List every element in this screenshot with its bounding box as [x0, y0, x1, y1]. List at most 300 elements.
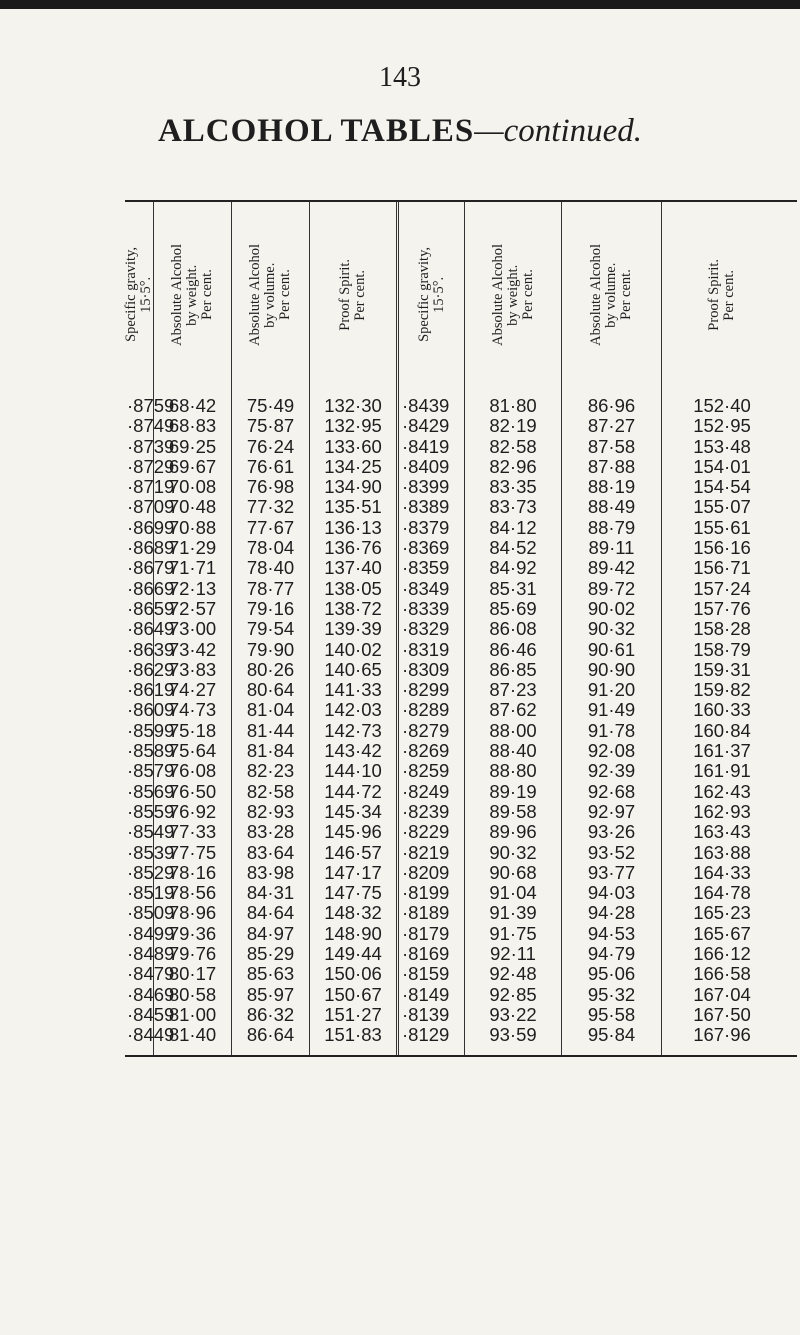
table-cell: 143·42 — [324, 740, 382, 762]
table-cell: 154·54 — [693, 476, 751, 498]
table-cell: ·8209 — [402, 861, 450, 883]
table-cell: 163·43 — [693, 821, 751, 843]
table-cell: ·8659 — [127, 597, 175, 619]
header-line: Per cent. — [277, 269, 293, 320]
table-cell: 158·79 — [693, 638, 751, 660]
table-cell: 91·78 — [587, 719, 636, 741]
table-cell: ·8449 — [127, 1024, 175, 1046]
table-cell: ·8279 — [402, 719, 450, 741]
page-title — [0, 113, 800, 150]
table-cell: 157·24 — [693, 577, 751, 599]
column-cells — [125, 395, 175, 1046]
table-cell: 68·83 — [168, 415, 217, 437]
header-line: Per cent. — [721, 269, 737, 320]
table-cell: ·8519 — [127, 882, 175, 904]
column-cells — [154, 396, 231, 1046]
table-cell: 91·20 — [587, 679, 636, 701]
table-cell: 90·61 — [587, 638, 636, 660]
table-cell: 83·73 — [489, 496, 537, 518]
column-abs-alcohol-weight-right — [465, 202, 562, 1055]
column-header — [154, 202, 231, 387]
table-cell: 79·36 — [168, 922, 217, 944]
table-cell: ·8479 — [127, 963, 175, 985]
table-cell: 71·29 — [168, 537, 217, 559]
table-cell: ·8229 — [402, 821, 450, 843]
table-cell: 88·40 — [489, 740, 537, 762]
column-header — [400, 202, 464, 387]
table-cell: 90·02 — [587, 597, 636, 619]
table-cell: ·8179 — [402, 922, 450, 944]
table-cell: 161·37 — [693, 740, 751, 762]
table-cell: 80·58 — [168, 983, 217, 1005]
table-cell: 152·40 — [693, 395, 751, 416]
table-cell: 146·57 — [324, 841, 382, 863]
table-cell: 89·42 — [587, 557, 636, 579]
table-cell: 73·00 — [168, 618, 217, 640]
table-cell: ·8129 — [402, 1024, 450, 1046]
table-cell: 70·08 — [168, 476, 217, 498]
table-cell: 85·69 — [489, 597, 537, 619]
header-line: Per cent. — [618, 269, 634, 320]
table-cell: ·8429 — [402, 415, 450, 437]
table-cell: 151·83 — [324, 1024, 382, 1046]
table-cell: 73·83 — [168, 658, 217, 680]
column-abs-alcohol-volume-left — [232, 202, 310, 1055]
table-cell: 79·54 — [246, 618, 295, 640]
table-cell: 88·80 — [489, 760, 537, 782]
table-cell: 78·56 — [168, 882, 217, 904]
table-cell: ·8169 — [402, 943, 450, 965]
table-cell: 83·98 — [246, 861, 295, 883]
table-cell: 151·27 — [324, 1003, 382, 1025]
table-cell: ·8269 — [402, 740, 450, 762]
table-cell: ·8739 — [127, 435, 175, 457]
table-cell: 88·19 — [587, 476, 636, 498]
table-cell: 142·73 — [324, 719, 382, 741]
table-cell: 90·32 — [587, 618, 636, 640]
table-cell: ·8709 — [127, 496, 175, 518]
column-cells — [232, 396, 309, 1046]
table-cell: 166·12 — [693, 943, 751, 965]
table-cell: ·8509 — [127, 902, 175, 924]
table-cell: ·8539 — [127, 841, 175, 863]
table-cell: 92·11 — [490, 943, 536, 965]
table-cell: 92·39 — [587, 760, 636, 782]
table-cell: 162·43 — [693, 780, 751, 802]
column-cells — [562, 396, 661, 1046]
table-cell: ·8149 — [402, 983, 450, 1005]
table-cell: 165·67 — [693, 922, 751, 944]
table-cell: ·8459 — [127, 1003, 175, 1025]
table-cell: ·8329 — [402, 618, 450, 640]
page-number: 143 — [379, 62, 421, 93]
table-cell: 162·93 — [693, 800, 751, 822]
header-line: by volume. — [262, 261, 278, 328]
table-cell: ·8699 — [127, 516, 175, 538]
table-cell: 167·96 — [693, 1024, 751, 1046]
table-cell: 76·08 — [168, 760, 217, 782]
table-cell: 86·08 — [489, 618, 537, 640]
table-cell: 82·96 — [489, 455, 537, 477]
table-cell: 153·48 — [693, 435, 751, 457]
table-cell: ·8669 — [127, 577, 175, 599]
table-cell: 71·71 — [168, 557, 217, 579]
table-cell: 134·25 — [324, 455, 382, 477]
table-cell: 133·60 — [324, 435, 382, 457]
table-cell: 90·90 — [587, 658, 636, 680]
table-cell: 82·58 — [246, 780, 295, 802]
header-line: Per cent. — [199, 269, 215, 320]
table-cell: ·8139 — [402, 1003, 450, 1025]
table-cell: 86·32 — [246, 1003, 295, 1025]
table-cell: 158·28 — [693, 618, 751, 640]
title-text: ALCOHOL TABLES — [157, 113, 475, 149]
table-cell: 86·96 — [587, 395, 636, 416]
table-cell: ·8639 — [127, 638, 175, 660]
table-cell: ·8359 — [402, 557, 450, 579]
table-cell: 79·76 — [168, 943, 217, 965]
table-cell: ·8289 — [402, 699, 450, 721]
table-cell: 78·96 — [168, 902, 217, 924]
table-cell: ·8489 — [127, 943, 175, 965]
column-header — [662, 202, 782, 387]
table-cell: 92·08 — [587, 740, 636, 762]
alcohol-table — [125, 202, 797, 1055]
table-cell: ·8339 — [402, 597, 450, 619]
table-cell: 81·80 — [489, 395, 537, 416]
table-cell: 77·75 — [168, 841, 217, 863]
table-cell: 89·19 — [489, 780, 537, 802]
table-cell: ·8419 — [402, 435, 450, 457]
table-cell: ·8599 — [127, 719, 175, 741]
table-cell: 164·33 — [693, 861, 751, 883]
table-cell: 76·92 — [168, 800, 217, 822]
table-cell: 70·88 — [168, 516, 217, 538]
table-cell: ·8349 — [402, 577, 450, 599]
table-cell: 159·31 — [693, 658, 751, 680]
table-cell: ·8499 — [127, 922, 175, 944]
table-cell: 94·53 — [587, 922, 636, 944]
table-cell: 79·16 — [246, 597, 295, 619]
header-line: by volume. — [603, 261, 619, 328]
table-cell: ·8319 — [402, 638, 450, 660]
table-cell: 95·58 — [587, 1003, 636, 1025]
header-line: Per cent. — [519, 269, 536, 320]
table-cell: ·8189 — [402, 902, 450, 924]
table-cell: 81·04 — [246, 699, 295, 721]
table-cell: 76·61 — [246, 455, 295, 477]
table-cell: 74·27 — [168, 679, 217, 701]
table-cell: 91·75 — [489, 922, 537, 944]
table-cell: 89·72 — [587, 577, 636, 599]
table-cell: ·8369 — [402, 537, 450, 559]
table-cell: 76·98 — [246, 476, 295, 498]
table-cell: 93·22 — [489, 1003, 537, 1025]
column-cells — [465, 396, 561, 1046]
table-cell: 87·23 — [489, 679, 537, 701]
table-cell: 84·92 — [489, 557, 537, 579]
table-cell: 75·49 — [246, 395, 295, 416]
column-header — [310, 202, 396, 387]
table-cell: 138·05 — [324, 577, 382, 599]
table-cell: 160·33 — [693, 699, 751, 721]
table-cell: 80·64 — [246, 679, 295, 701]
table-cell: 93·77 — [587, 861, 636, 883]
table-cell: 92·97 — [587, 800, 636, 822]
table-cell: 91·39 — [489, 902, 537, 924]
table-cell: ·8579 — [127, 760, 175, 782]
table-cell: 78·77 — [246, 577, 295, 599]
table-cell: 147·17 — [324, 861, 382, 883]
table-cell: 93·59 — [489, 1024, 537, 1046]
table-cell: 155·61 — [693, 516, 751, 538]
table-cell: 94·79 — [587, 943, 636, 965]
table-cell: 75·64 — [168, 740, 217, 762]
table-cell: 81·00 — [168, 1003, 217, 1025]
table-cell: 77·32 — [246, 496, 295, 518]
table-cell: ·8439 — [402, 395, 450, 416]
table-cell: 93·26 — [587, 821, 636, 843]
table-cell: 94·28 — [587, 902, 636, 924]
table-cell: 77·33 — [168, 821, 217, 843]
header-line: Absolute Alcohol — [489, 243, 506, 346]
table-cell: 144·72 — [324, 780, 382, 802]
table-cell: 95·84 — [587, 1024, 636, 1046]
column-header — [562, 202, 661, 387]
table-cell: 75·87 — [246, 415, 295, 437]
table-cell: 85·97 — [246, 983, 295, 1005]
column-cells — [400, 396, 464, 1046]
table-cell: 150·06 — [324, 963, 382, 985]
table-cell: 68·42 — [168, 395, 217, 416]
table-cell: ·8529 — [127, 861, 175, 883]
table-cell: 165·23 — [693, 902, 751, 924]
table-cell: 141·33 — [324, 679, 382, 701]
table-cell: 167·50 — [693, 1003, 751, 1025]
table-cell: ·8749 — [127, 415, 175, 437]
column-proof-spirit-left — [310, 202, 399, 1055]
table-cell: 84·12 — [489, 516, 537, 538]
header-line: Specific gravity, — [416, 247, 432, 342]
table-cell: ·8549 — [127, 821, 175, 843]
table-cell: ·8219 — [402, 841, 450, 863]
table-cell: 164·78 — [693, 882, 751, 904]
header-line: 15·5°. — [431, 276, 447, 313]
table-cell: 80·17 — [168, 963, 217, 985]
header-line: Specific gravity, — [123, 247, 139, 342]
table-cell: 81·84 — [246, 740, 295, 762]
table-cell: 76·24 — [246, 435, 295, 457]
table-cell: 155·07 — [693, 496, 751, 518]
table-cell: 135·51 — [324, 496, 382, 518]
table-cell: 156·71 — [693, 557, 751, 579]
table-cell: 75·18 — [168, 719, 217, 741]
column-abs-alcohol-volume-right — [562, 202, 662, 1055]
table-cell: ·8299 — [402, 679, 450, 701]
table-cell: 93·52 — [587, 841, 636, 863]
header-line: Proof Spirit. — [337, 258, 353, 331]
table-cell: 83·28 — [246, 821, 295, 843]
table-cell: 148·90 — [324, 922, 382, 944]
table-cell: ·8689 — [127, 537, 175, 559]
header-line: 15·5°. — [138, 276, 154, 313]
table-cell: 83·35 — [489, 476, 537, 498]
table-cell: 81·44 — [246, 719, 295, 741]
table-cell: 92·48 — [489, 963, 537, 985]
table-cell: 137·40 — [324, 557, 382, 579]
table-cell: ·8619 — [127, 679, 175, 701]
table-cell: 82·19 — [489, 415, 537, 437]
table-cell: 88·00 — [489, 719, 537, 741]
table-cell: 140·02 — [324, 638, 382, 660]
table-cell: 94·03 — [587, 882, 636, 904]
table-cell: 84·31 — [246, 882, 295, 904]
table-cell: ·8729 — [127, 455, 175, 477]
table-cell: 79·90 — [246, 638, 295, 660]
column-proof-spirit-right — [662, 202, 782, 1055]
table-cell: 88·79 — [587, 516, 636, 538]
table-cell: 86·85 — [489, 658, 537, 680]
table-cell: ·8629 — [127, 658, 175, 680]
table-cell: 160·84 — [693, 719, 751, 741]
table-cell: 157·76 — [693, 597, 751, 619]
column-header — [125, 202, 153, 387]
table-cell: 161·91 — [693, 760, 751, 782]
table-cell: 92·68 — [587, 780, 636, 802]
table-cell: 167·04 — [693, 983, 751, 1005]
table-cell: 95·06 — [587, 963, 636, 985]
table-cell: ·8259 — [402, 760, 450, 782]
table-cell: ·8589 — [127, 740, 175, 762]
table-cell: 134·90 — [324, 476, 382, 498]
table-bottom-rule — [125, 1055, 797, 1057]
table-cell: 95·32 — [587, 983, 636, 1005]
table-cell: 84·97 — [246, 922, 295, 944]
table-cell: 85·63 — [246, 963, 295, 985]
table-cell: 139·39 — [324, 618, 382, 640]
table-cell: 154·01 — [693, 455, 751, 477]
table-cell: 78·16 — [168, 861, 217, 883]
column-header — [465, 202, 561, 387]
table-cell: ·8719 — [127, 476, 175, 498]
table-cell: 74·73 — [168, 699, 217, 721]
table-cell: 89·96 — [489, 821, 537, 843]
table-cell: 152·95 — [693, 415, 751, 437]
column-header — [232, 202, 309, 387]
table-cell: 89·58 — [489, 800, 537, 822]
table-cell: 70·48 — [168, 496, 217, 518]
table-cell: 138·72 — [324, 597, 382, 619]
table-cell: ·8309 — [402, 658, 450, 680]
table-cell: 83·64 — [246, 841, 295, 863]
table-cell: 81·40 — [168, 1024, 217, 1046]
table-cell: ·8559 — [127, 800, 175, 822]
table-cell: 72·57 — [168, 597, 217, 619]
table-cell: 89·11 — [588, 537, 635, 559]
table-cell: ·8649 — [127, 618, 175, 640]
table-cell: 77·67 — [246, 516, 295, 538]
header-line: Absolute Alcohol — [169, 243, 185, 346]
table-cell: 78·04 — [246, 537, 295, 559]
column-specific-gravity-right — [400, 202, 465, 1055]
table-cell: 86·46 — [489, 638, 537, 660]
header-line: Absolute Alcohol — [588, 243, 604, 346]
header-line: by weight. — [504, 263, 521, 326]
table-cell: ·8159 — [402, 963, 450, 985]
table-cell: ·8759 — [127, 395, 175, 416]
table-cell: 69·67 — [168, 455, 217, 477]
table-cell: 84·64 — [246, 902, 295, 924]
table-cell: ·8569 — [127, 780, 175, 802]
table-cell: 159·82 — [693, 679, 751, 701]
table-cell: 80·26 — [246, 658, 295, 680]
table-cell: ·8469 — [127, 983, 175, 1005]
table-cell: ·8379 — [402, 516, 450, 538]
table-cell: 78·40 — [246, 557, 295, 579]
table-cell: ·8239 — [402, 800, 450, 822]
header-line: Per cent. — [352, 269, 368, 320]
table-cell: 145·34 — [324, 800, 382, 822]
table-cell: 87·88 — [587, 455, 636, 477]
table-cell: 144·10 — [324, 760, 382, 782]
table-cell: 142·03 — [324, 699, 382, 721]
table-cell: 85·29 — [246, 943, 295, 965]
table-cell: 136·76 — [324, 537, 382, 559]
table-cell: ·8249 — [402, 780, 450, 802]
table-cell: 87·58 — [587, 435, 636, 457]
column-abs-alcohol-weight-left — [154, 202, 232, 1055]
table-cell: 72·13 — [168, 577, 217, 599]
table-cell: 132·95 — [324, 415, 382, 437]
table-cell: 150·67 — [324, 983, 382, 1005]
table-cell: ·8609 — [127, 699, 175, 721]
table-cell: 149·44 — [324, 943, 382, 965]
column-specific-gravity-left — [123, 202, 175, 1055]
table-cell: 166·58 — [693, 963, 751, 985]
header-line: Absolute Alcohol — [247, 243, 263, 346]
table-cell: 92·85 — [489, 983, 537, 1005]
table-cell: 136·13 — [324, 516, 382, 538]
header-line: Proof Spirit. — [706, 258, 722, 331]
table-cell: 82·58 — [489, 435, 537, 457]
table-cell: 82·23 — [246, 760, 295, 782]
table-cell: 145·96 — [324, 821, 382, 843]
table-cell: 87·27 — [587, 415, 636, 437]
table-cell: ·8199 — [402, 882, 450, 904]
table-cell: ·8679 — [127, 557, 175, 579]
table-cell: 147·75 — [324, 882, 382, 904]
table-cell: 85·31 — [489, 577, 537, 599]
table-cell: 88·49 — [587, 496, 636, 518]
table-cell: 76·50 — [168, 780, 217, 802]
table-cell: 84·52 — [489, 537, 537, 559]
table-cell: 156·16 — [693, 537, 751, 559]
table-cell: 82·93 — [246, 800, 295, 822]
header-line: by weight. — [184, 263, 200, 326]
table-cell: 148·32 — [324, 902, 382, 924]
table-cell: ·8399 — [402, 476, 450, 498]
table-cell: 87·62 — [489, 699, 537, 721]
table-cell: 91·49 — [587, 699, 636, 721]
table-cell: 69·25 — [168, 435, 217, 457]
page-top-edge — [0, 0, 800, 9]
table-cell: 90·68 — [489, 861, 537, 883]
table-cell: 163·88 — [693, 841, 751, 863]
column-cells — [662, 396, 782, 1046]
table-cell: 91·04 — [489, 882, 537, 904]
table-cell: 90·32 — [489, 841, 537, 863]
table-cell: 86·64 — [246, 1024, 295, 1046]
